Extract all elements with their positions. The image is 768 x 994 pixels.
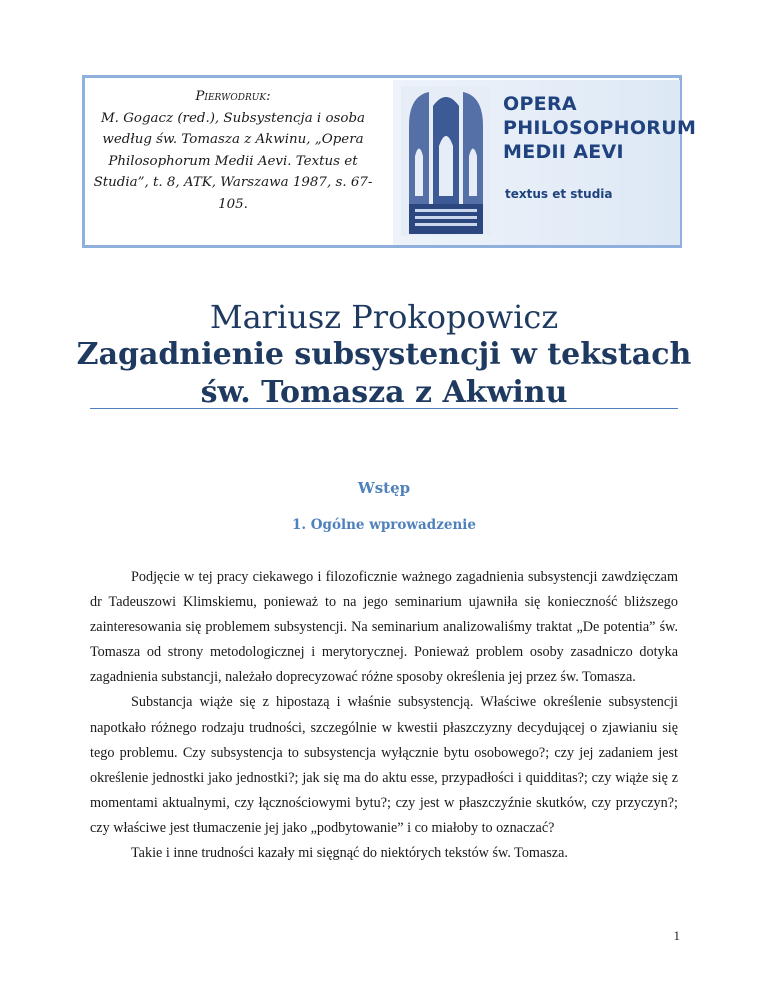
gothic-ruin-icon xyxy=(401,86,491,236)
author-name: Mariusz Prokopowicz xyxy=(209,298,559,336)
first-edition-note xyxy=(87,86,379,215)
paragraph: Substancja wiąże się z hipostazą i właśnie subsystencją. Właściwe określenie subsystencji napotkało różnego rodzaju trudności, szczególnie w kwestii płaszczyzny decydującej o zjawianiu się tego problemu. Czy subsystencja to subsystencja wyłącznie bytu osobowego?; czy jej zadaniem jest określenie jednostki jako jednostki?; jak się ma do aktu esse, przypadłości i quidditas?; czy wiąże się z momentami aktualnymi, czy łącznościowymi bytu?; czy jest w płaszczyźnie skutków, czy przyczyn?; czy właściwe jest tłumaczenie jej jako „podbytowanie” i co miałoby to oznaczać? xyxy=(90,694,678,836)
first-edition-label: Pierwodruk: xyxy=(195,89,271,104)
first-edition-header xyxy=(82,75,697,248)
page-number: 1 xyxy=(673,928,680,943)
paragraph: Podjęcie w tej pracy ciekawego i filozoficznie ważnego zagadnienia subsystencji zawdzięczam dr Tadeuszowi Klimskiemu, ponieważ to na jego seminarium ujawniła się konieczność bliższego zainteresowania się problemem subsystencji. Na seminarium analizowaliśmy traktat „De potentia” św. Tomasza od strony metodologicznej i merytorycznej. Ponieważ problem osoby zasadniczo dotyka zagadnienia substancji, należało doprecyzować różne sposoby określenia jej przez św. Tomasza. xyxy=(90,569,678,686)
series-title xyxy=(503,92,696,164)
section-heading: Wstęp xyxy=(357,479,411,497)
document-title xyxy=(0,336,768,412)
title-line: św. Tomasza z Akwinu xyxy=(200,375,568,410)
subsection-heading: 1. Ogólne wprowadzenie xyxy=(291,517,476,533)
body-text xyxy=(90,565,678,866)
series-subtitle: textus et studia xyxy=(505,187,613,201)
series-title-line: OPERA xyxy=(503,93,577,115)
paragraph: Takie i inne trudności kazały mi sięgnąć do niektórych tekstów św. Tomasza. xyxy=(131,845,568,862)
series-title-line: PHILOSOPHORUM xyxy=(503,117,697,139)
series-logo xyxy=(393,80,697,245)
first-edition-citation: M. Gogacz (red.), Subsystencja i osoba według św. Tomasza z Akwinu, „Opera Philosophorum Medii Aevi. Textus et Studia”, t. 8, ATK, Warszawa 1987, s. 67-105. xyxy=(93,110,373,212)
title-line: Zagadnienie subsystencji w tekstach xyxy=(76,337,692,372)
title-divider xyxy=(90,408,678,409)
series-title-line: MEDII AEVI xyxy=(503,141,624,163)
